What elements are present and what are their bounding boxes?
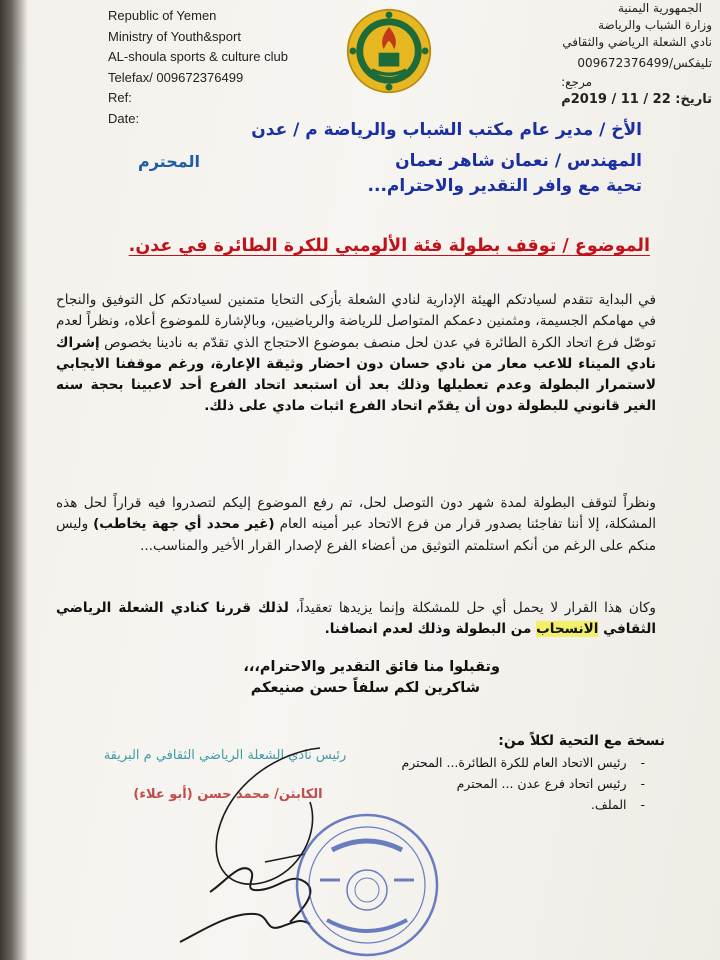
country-en: Republic of Yemen [108,8,217,23]
paragraph-2-text-a: ونظراً لتوقف البطولة لمدة شهر دون التوصل لحل، تم رفع الموضوع إليكم لتصدروا فيه قراراً لحل هذه المشكلة، إلا أننا تفاجئنا بصدور قرار من فرع الاتحاد عبر أمينه العام [56,495,656,533]
date-line-ar: تاريخ: 22 / 11 / 2019م [561,92,712,107]
paragraph-1-bold: إشراك نادي الميناء للاعب معار من نادي حسان دون احضار وثيقة الإعارة، ورغم موقفنا الايجابي لاستمرار البطولة وعدم تعطيلها وذلك بعد أن استبعد اتحاد الفرع أحد لاعبينا بحجة سنه الغير قانوني للبطولة دون أن يقدّم اتحاد الفرع اثبات مادي على ذلك. [56,334,656,415]
body-paragraph-2 [56,493,656,557]
ref-label-en: Ref: [108,90,132,105]
club-en: AL-shoula sports & culture club [108,49,288,64]
date-label-en: Date: [108,110,140,126]
subject-line: الموضوع / توقف بطولة فئة الألومبي للكرة الطائرة في عدن. [128,236,650,256]
paragraph-3-bold-b: من البطولة وذلك لعدم انصافنا. [324,621,537,638]
paragraph-2-text-b: وليس منكم على الرغم من أنكم استلمتم التوثيق من أعضاء الفرع لإصدار القرار الأخير والمناسب... [56,516,656,554]
letterhead-arabic [561,0,712,108]
greeting-line: تحية مع وافر التقدير والاحترام... [367,176,642,196]
copies-block [402,733,665,818]
closing-line-1: وتقبلوا منا فائق التقدير والاحترام،،، [243,659,500,675]
paragraph-3-text: وكان هذا القرار لا يحمل أي حل للمشكلة وإنما يزيدها تعقيداً، [288,600,656,616]
closing-line-2: شاكرين لكم سلفاً حسن صنيعكم [250,680,480,696]
captain-name: الكابتن/ محمد حسن (أبو علاء) [133,787,323,802]
paragraph-1-text: في البداية تتقدم لسيادتكم الهيئة الإدارية لنادي الشعلة بأزكى التحايا متمنين لسيادتكم كل التوفيق والنجاح في مهامكم الجسيمة، ومثمنين دعمكم المتواصل للرياضة والرياضيين، وبالإشارة للموضوع أعلاه، ونظراً لعدم توصّل فرع اتحاد الكرة الطائرة في عدن لحل منصف بموضوع الاحتجاج الذي تقدّم به نادينا بخصوص [56,292,656,351]
paragraph-2-bold: (غير محدد أي جهة يخاطب) [93,516,275,533]
ref-label-ar: مرجع: [561,75,592,89]
withdrawal-highlight: الانسحاب [536,621,599,638]
respected-label: المحترم [138,152,200,171]
club-ar: نادي الشعلة الرياضي والثقافي [562,35,712,49]
ministry-ar: وزارة الشباب والرياضة [598,18,712,32]
body-paragraph-3 [56,598,656,641]
addressee-line-1: الأخ / مدير عام مكتب الشباب والرياضة م / عدن [251,120,642,140]
body-paragraph-1 [56,290,656,418]
telefax-en: Telefax/ 009672376499 [108,69,244,85]
president-title: رئيس نادي الشعلة الرياضي الثقافي م البريقة [103,748,347,763]
page-edge-shadow [0,0,28,960]
copies-item: - الملف. [402,797,645,812]
club-emblem-icon [346,8,432,94]
addressee-line-2: المهندس / نعمان شاهر نعمان [395,151,642,171]
copies-list [402,755,665,812]
country-ar: الجمهورية اليمنية [617,1,702,15]
paragraph-3-bold-a: لذلك قررنا كنادي الشعلة الرياضي الثقافي [56,600,656,638]
letterhead-english [108,6,288,129]
telefax-ar: تليفكس/009672376499 [577,56,712,70]
ministry-en: Ministry of Youth&sport [108,28,241,44]
official-stamp-icon [292,810,442,960]
copies-item: - رئيس الاتحاد العام للكرة الطائرة... المحترم [402,755,645,770]
copies-item: - رئيس اتحاد فرع عدن ... المحترم [402,776,645,791]
copies-title: نسخة مع التحية لكلاً من: [498,733,665,749]
